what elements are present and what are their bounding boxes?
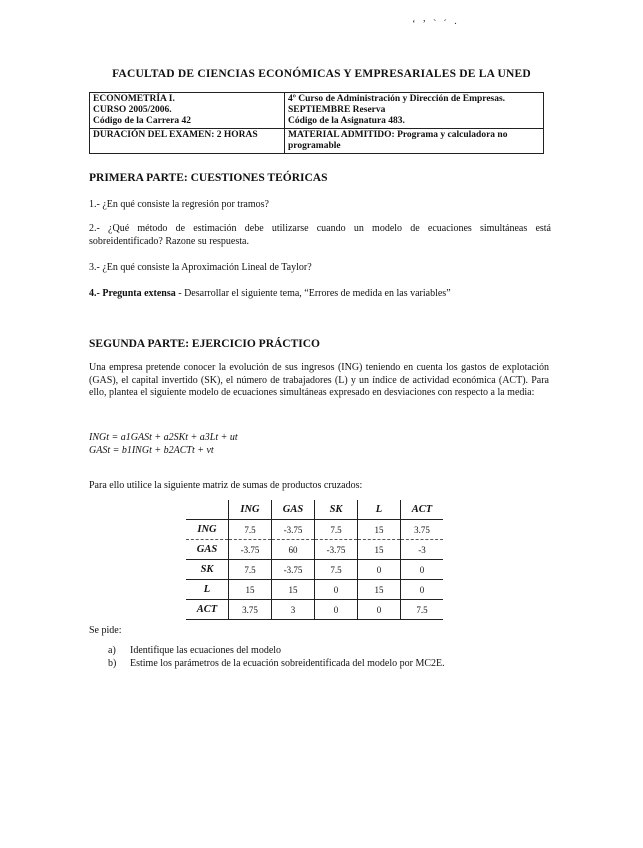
question-4-lead: 4.- Pregunta extensa [89,288,176,299]
matrix-cell: 15 [229,580,272,600]
question-4-text: - Desarrollar el siguiente tema, “Errores de medida en las variables” [175,288,451,299]
faculty-title: FACULTAD DE CIENCIAS ECONÓMICAS Y EMPRESARIALES DE LA UNED [112,68,531,80]
exam-header-table [89,92,544,154]
degree-name: 4º Curso de Administración y Dirección de Empresas. [288,94,506,104]
course-info-cell [90,93,285,129]
matrix-cell: 7.5 [229,560,272,580]
matrix-cell: -3.75 [272,520,315,540]
question-4 [89,287,559,300]
matrix-cell: 15 [358,520,401,540]
task-item-a [108,644,445,657]
task-b-text: Estime los parámetros de la ecuación sobreidentificada del modelo por MC2E. [130,658,445,669]
matrix-cell: -3.75 [315,540,358,560]
matrix-intro: Para ello utilice la siguiente matriz de sumas de productos cruzados: [89,480,363,491]
degree-info-cell [285,93,544,129]
matrix-col-header: ACT [401,500,444,520]
career-code: Código de la Carrera 42 [93,116,191,126]
task-a-text: Identifique las ecuaciones del modelo [130,645,282,656]
matrix-cell: 3.75 [401,520,444,540]
cross-products-matrix [186,500,443,620]
task-list [108,644,445,670]
matrix-cell: -3.75 [229,540,272,560]
matrix-row [186,560,443,580]
matrix-cell: 0 [315,600,358,620]
question-1: 1.- ¿En qué consiste la regresión por tramos? [89,199,269,210]
matrix-cell: 0 [401,580,444,600]
task-item-b [108,657,445,670]
matrix-cell: 3.75 [229,600,272,620]
exam-session: SEPTIEMBRE Reserva [288,105,386,115]
matrix-row-label: GAS [186,540,229,560]
matrix-header-row [186,500,443,520]
matrix-cell: 7.5 [229,520,272,540]
matrix-row-label: ACT [186,600,229,620]
allowed-material: MATERIAL ADMITIDO: Programa y calculadora no programable [285,129,544,154]
exercise-intro: Una empresa pretende conocer la evolución de sus ingresos (ING) teniendo en cuenta los gastos de explotación (GAS), el capital invertido (SK), el número de trabajadores (L) y un índice de actividad económica (ACT). Para ello, plantea el siguiente modelo de ecuaciones simultáneas expresado en desviaciones con respecto a la media: [89,362,549,398]
matrix-cell: 15 [358,580,401,600]
matrix-row [186,520,443,540]
subject-name: ECONOMETRÍA I. [93,94,175,104]
matrix-cell: 7.5 [315,560,358,580]
matrix-cell: 15 [272,580,315,600]
matrix-col-header: ING [229,500,272,520]
task-b-label: b) [108,658,117,669]
matrix-cell: 0 [315,580,358,600]
matrix-col-header: L [358,500,401,520]
task-a-label: a) [108,645,116,656]
equation-1: INGt = a1GASt + a2SKt + a3Lt + ut [89,432,238,443]
subject-code: Código de la Asignatura 483. [288,116,405,126]
matrix-row [186,580,443,600]
asks-label: Se pide: [89,625,122,636]
part1-title: PRIMERA PARTE: CUESTIONES TEÓRICAS [89,172,328,184]
exam-duration: DURACIÓN DEL EXAMEN: 2 HORAS [90,129,285,154]
matrix-row-label: ING [186,520,229,540]
course-year: CURSO 2005/2006. [93,105,172,115]
matrix-cell: -3 [401,540,444,560]
corner-mark: ʻ ʼ ˋ ˊ · [412,18,460,30]
matrix-cell: 7.5 [401,600,444,620]
matrix-cell: 3 [272,600,315,620]
matrix-cell: 0 [401,560,444,580]
matrix-cell: 0 [358,560,401,580]
matrix-row [186,540,443,560]
question-3: 3.- ¿En qué consiste la Aproximación Lineal de Taylor? [89,262,312,273]
matrix-col-header: GAS [272,500,315,520]
matrix-cell: -3.75 [272,560,315,580]
matrix-cell: 60 [272,540,315,560]
question-2: 2.- ¿Qué método de estimación debe utilizarse cuando un modelo de ecuaciones simultáneas está sobreidentificado? Razone su respuesta. [89,223,551,247]
matrix-row-label: L [186,580,229,600]
matrix-col-header: SK [315,500,358,520]
equation-2: GASt = b1INGt + b2ACTt + vt [89,445,214,456]
matrix-row [186,600,443,620]
part2-title: SEGUNDA PARTE: EJERCICIO PRÁCTICO [89,338,321,350]
matrix-cell: 15 [358,540,401,560]
matrix-cell: 7.5 [315,520,358,540]
matrix-cell: 0 [358,600,401,620]
matrix-row-label: SK [186,560,229,580]
